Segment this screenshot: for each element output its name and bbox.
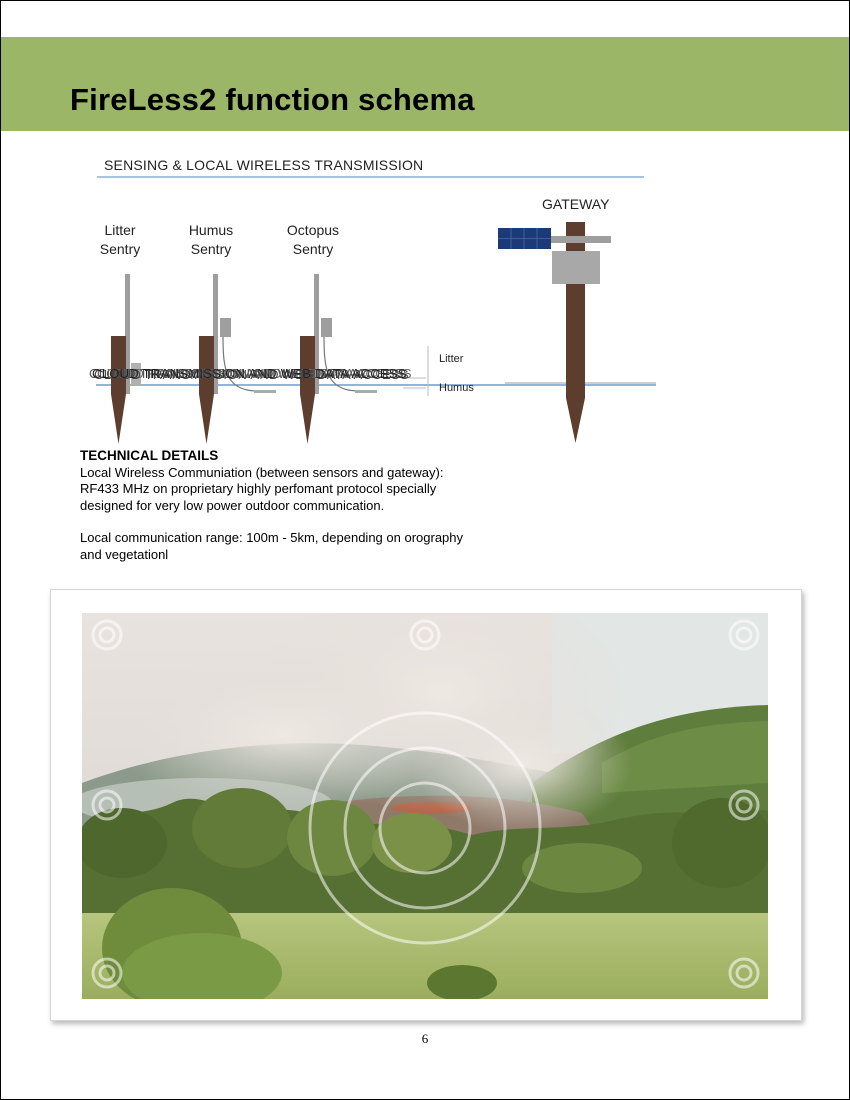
gateway-device (498, 222, 611, 443)
humus-sentry-label-line1: Humus (188, 222, 234, 238)
solar-panel-icon (498, 228, 551, 249)
litter-sentry-label-line1: Litter (104, 222, 136, 238)
forest-fire-illustration (82, 613, 768, 999)
humus-sentry-label-line2: Sentry (190, 241, 232, 257)
humus-sentry-pole (199, 336, 214, 394)
page-title: FireLess2 function schema (70, 82, 475, 117)
octopus-sentry-probe (355, 390, 377, 393)
litter-sentry-label (75, 221, 165, 259)
humus-sentry-cable (223, 337, 256, 391)
octopus-sentry-label-line2: Sentry (292, 241, 334, 257)
range-line-2: and vegetationl (80, 546, 169, 562)
forest-fire-photo (82, 613, 768, 999)
litter-layer-label: Litter (439, 353, 464, 365)
tech-line-3: designed for very low power outdoor communication. (80, 497, 385, 513)
gateway-label: GATEWAY (542, 196, 610, 212)
cloud-transmission-overlay-text: CLOUD TRANSMISSION AND WEB DATA ACCESS (92, 366, 407, 381)
gateway-spike (566, 398, 585, 443)
litter-sentry-label-line2: Sentry (99, 241, 141, 257)
gateway-pole (566, 222, 585, 398)
tech-line-2: RF433 MHz on proprietary highly perfomant protocol specially (80, 481, 437, 496)
gateway-arm (551, 236, 611, 243)
humus-sentry-label (166, 221, 256, 259)
technical-details-title: TECHNICAL DETAILS (80, 448, 219, 463)
humus-sentry-probe (254, 390, 276, 393)
octopus-sentry-box (321, 318, 332, 337)
litter-sentry-spike (111, 394, 126, 444)
range-line-1: Local communication range: 100m - 5km, depending on orography (80, 530, 464, 545)
technical-details (80, 448, 520, 563)
octopus-sentry-spike (300, 394, 315, 444)
octopus-sentry-cable (324, 337, 357, 391)
humus-sentry-device (199, 274, 276, 444)
photo-frame (50, 589, 802, 1021)
humus-sentry-box (220, 318, 231, 337)
tech-line-1: Local Wireless Communiation (between sensors and gateway): (80, 464, 444, 480)
octopus-sentry-label-line1: Octopus (286, 222, 340, 238)
humus-sentry-spike (199, 394, 214, 444)
humus-layer-label: Humus (439, 382, 474, 394)
section-heading: SENSING & LOCAL WIRELESS TRANSMISSION (104, 157, 424, 173)
schema-graphics (0, 140, 850, 460)
litter-sentry-pole (111, 336, 126, 394)
gateway-box (552, 251, 600, 284)
litter-sentry-device (111, 274, 141, 444)
page-number: 6 (421, 1031, 429, 1046)
octopus-sentry-pole (300, 336, 315, 394)
octopus-sentry-device (300, 274, 377, 444)
octopus-sentry-label (268, 221, 358, 259)
function-schema-diagram (0, 140, 850, 460)
